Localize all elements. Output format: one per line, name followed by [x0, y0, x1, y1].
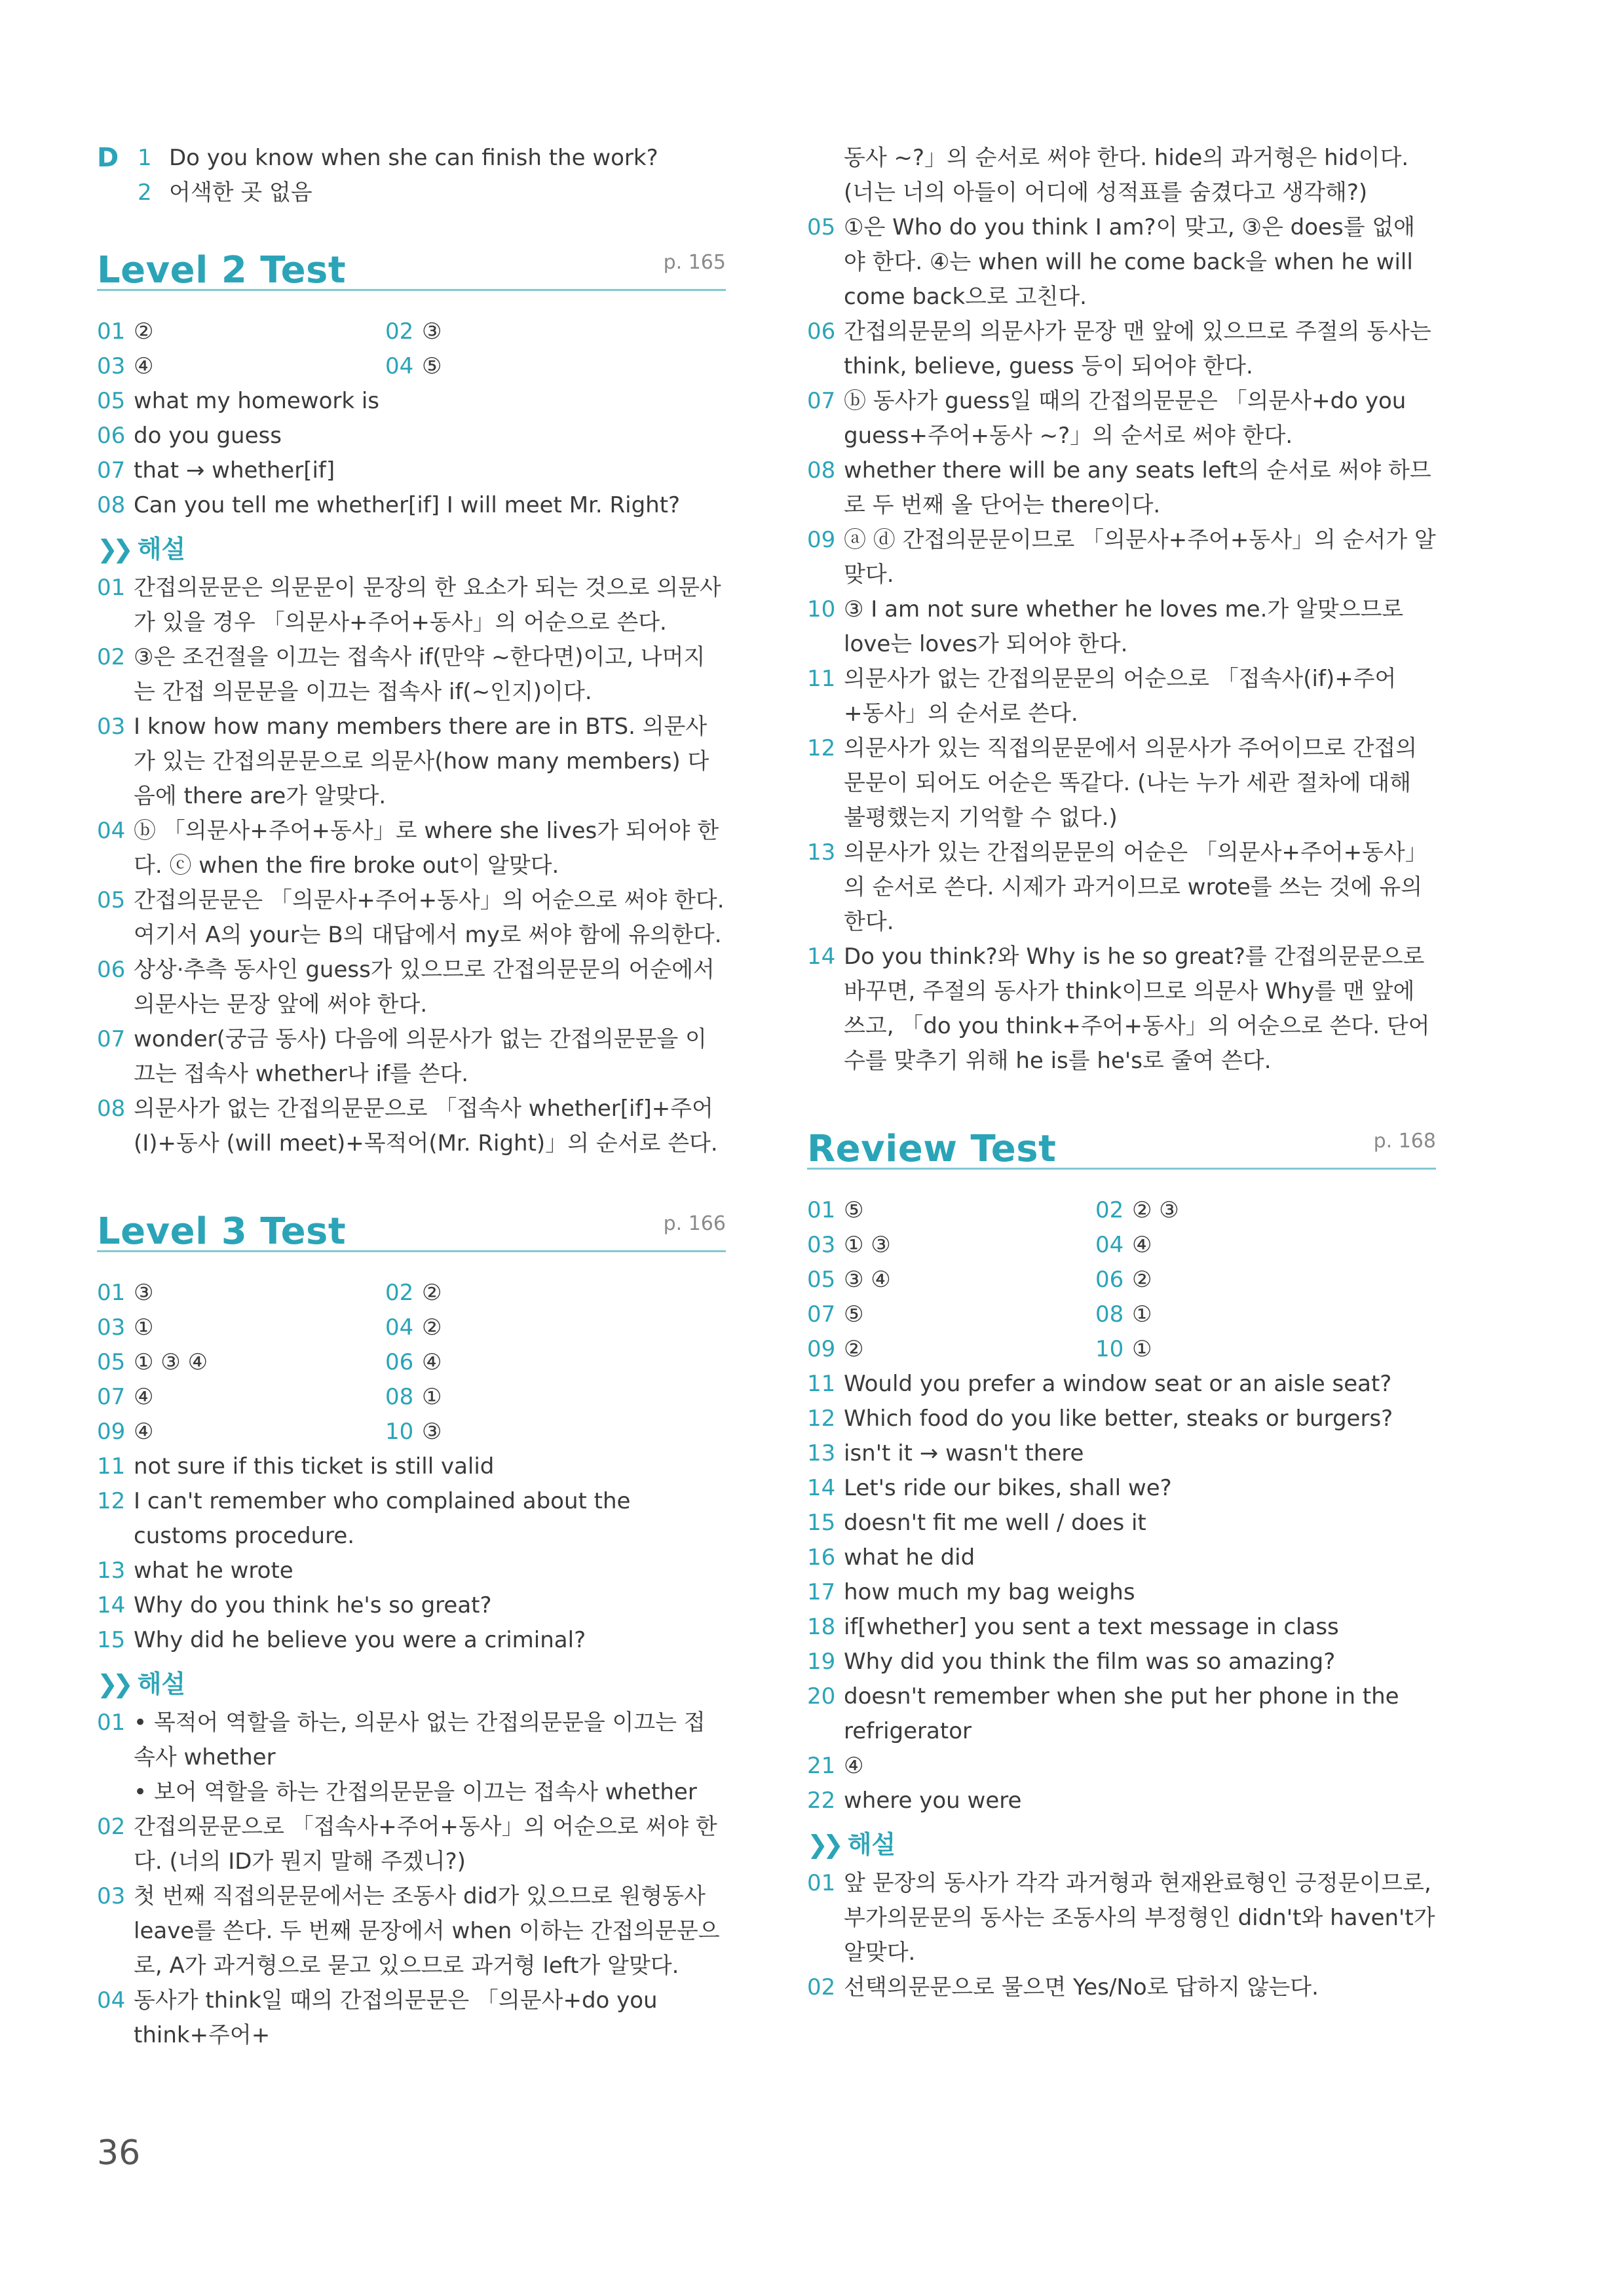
explanation-item: 01 앞 문장의 동사가 각각 과거형과 현재완료형인 긍정문이므로, 부가의문문의 동사는 조동사의 부정형인 didn't와 haven't가 알맞다.	[807, 1870, 1435, 1966]
answer-item: 04 ④	[1095, 1232, 1152, 1258]
answer-item: 08 ①	[1095, 1301, 1152, 1328]
answer-item: 06 ②	[1095, 1267, 1152, 1293]
answer-item: 05 what my homework is	[97, 388, 380, 414]
list-item: 2 어색한 곳 없음	[138, 180, 312, 206]
answer-item: 03 ④	[97, 353, 154, 379]
answer-item: 14 Let's ride our bikes, shall we?	[807, 1475, 1172, 1501]
answer-item: 09 ②	[807, 1336, 864, 1362]
review-answers	[807, 1367, 1436, 1818]
explanation-item: 07 wonder(궁금 동사) 다음에 의문사가 없는 간접의문문을 이끄는 접속사 whether나 if를 쓴다.	[97, 1026, 707, 1087]
answer-item: 08 ①	[385, 1384, 442, 1410]
explanation-item: 03 I know how many members there are in BTS. 의문사가 있는 간접의문문으로 의문사(how many members) 다음에 there are가 알맞다.	[97, 714, 709, 809]
answer-item: 05 ① ③ ④	[97, 1349, 208, 1375]
answer-item: 15 Why did he believe you were a criminal?	[97, 1627, 586, 1653]
answer-item: 04 ⑤	[385, 353, 442, 379]
answer-item: 13 what he wrote	[97, 1558, 293, 1584]
right-column	[807, 141, 1436, 2005]
review-answer-grid	[807, 1193, 1436, 1367]
answer-item: 10 ①	[1095, 1336, 1152, 1362]
answer-item: 02 ② ③	[1095, 1197, 1179, 1223]
level2-header	[97, 237, 726, 291]
explanation-item: 10 ③ I am not sure whether he loves me.가 알맞으므로 love는 loves가 되어야 한다.	[807, 596, 1404, 657]
answer-item: 02 ③	[385, 318, 442, 345]
answer-item: 03 ①	[97, 1314, 154, 1341]
answer-item: 21 ④	[807, 1753, 864, 1779]
explanation-item: 05 간접의문문은 「의문사+주어+동사」의 어순으로 써야 한다. 여기서 A의 your는 B의 대답에서 my로 써야 함에 유의한다.	[97, 887, 725, 948]
section-title: Level 3 Test	[97, 1210, 347, 1253]
bullet-line: • 보어 역할을 하는 간접의문문을 이끄는 접속사 whether	[134, 1779, 697, 1805]
level2-explanations	[97, 571, 726, 1161]
explanation-item: 14 Do you think?와 Why is he so great?를 간접의문문으로 바꾸면, 주절의 동사가 think이므로 의문사 Why를 맨 앞에 쓰고, 「do you think+주어+동사」의 어순으로 쓴다. 단어 수를 맞추기 위해 he is를 he's로 줄여 쓴다.	[807, 944, 1430, 1074]
explanation-item: 04 ⓑ 「의문사+주어+동사」로 where she lives가 되어야 한다. ⓒ when the fire broke out이 알맞다.	[97, 818, 719, 879]
answer-item: 14 Why do you think he's so great?	[97, 1592, 492, 1618]
section-d-items	[138, 141, 658, 210]
level2-answers	[97, 384, 726, 523]
answer-item: 03 ① ③	[807, 1232, 891, 1258]
answer-item: 10 ③	[385, 1419, 442, 1445]
review-header	[807, 1115, 1436, 1170]
answer-item: 19 Why did you think the film was so amazing?	[807, 1649, 1336, 1675]
answer-item: 02 ②	[385, 1280, 442, 1306]
explanation-item: 03 첫 번째 직접의문문에서는 조동사 did가 있으므로 원형동사 leave를 쓴다. 두 번째 문장에서 when 이하는 간접의문문으로, A가 과거형으로 묻고 있으므로 과거형 left가 알맞다.	[97, 1883, 720, 1979]
answer-item: 06 ④	[385, 1349, 442, 1375]
section-title: Review Test	[807, 1128, 1057, 1170]
answer-item: 20 doesn't remember when she put her phone in the refrigerator	[807, 1683, 1399, 1744]
level3-explanations	[97, 1706, 726, 2053]
level3-answer-grid	[97, 1276, 726, 1449]
explanation-heading: ❯❯ 해설	[97, 1670, 186, 1698]
answer-item: 05 ③ ④	[807, 1267, 891, 1293]
answer-item: 01 ③	[97, 1280, 154, 1306]
double-chevron-icon: ❯❯	[97, 535, 128, 564]
explanation-item: 04 동사가 think일 때의 간접의문문은 「의문사+do you think+주어+	[97, 1987, 658, 2048]
section-title: Level 2 Test	[97, 249, 347, 292]
section-d	[97, 141, 726, 210]
answer-item: 07 that → whether[if]	[97, 457, 335, 484]
answer-item: 12 Which food do you like better, steaks or burgers?	[807, 1406, 1393, 1432]
answer-item: 15 doesn't fit me well / does it	[807, 1510, 1146, 1536]
explanation-item: 동사 ~?」의 순서로 써야 한다. hide의 과거형은 hid이다. (너는 너의 아들이 어디에 성적표를 숨겼다고 생각해?)	[844, 145, 1409, 206]
page-reference: p. 166	[663, 1212, 726, 1235]
explanation-item: 01 • 목적어 역할을 하는, 의문사 없는 간접의문문을 이끄는 접속사 whether • 보어 역할을 하는 간접의문문을 이끄는 접속사 whether	[97, 1706, 726, 1810]
answer-item: 12 I can't remember who complained about the customs procedure.	[97, 1488, 631, 1549]
explanation-item: 02 간접의문문으로 「접속사+주어+동사」의 어순으로 써야 한다. (너의 ID가 뭔지 말해 주겠니?)	[97, 1814, 717, 1875]
page-reference: p. 168	[1373, 1130, 1436, 1153]
page-number: 36	[97, 2133, 141, 2173]
double-chevron-icon: ❯❯	[97, 1670, 128, 1698]
explanation-item: 08 whether there will be any seats left의 순서로 써야 하므로 두 번째 올 단어는 there이다.	[807, 457, 1431, 518]
explanation-item: 05 ①은 Who do you think I am?이 맞고, ③은 does를 없애야 한다. ④는 when will he come back을 when he will come back으로 고친다.	[807, 214, 1416, 310]
explanation-item: 02 선택의문문으로 물으면 Yes/No로 답하지 않는다.	[807, 1974, 1319, 2000]
explanation-item: 02 ③은 조건절을 이끄는 접속사 if(만약 ~한다면)이고, 나머지는 간접 의문문을 이끄는 접속사 if(~인지)이다.	[97, 644, 706, 705]
answer-item: 17 how much my bag weighs	[807, 1579, 1135, 1605]
section-d-letter: D	[97, 143, 119, 173]
bullet-line: • 목적어 역할을 하는, 의문사 없는 간접의문문을 이끄는 접속사 whether	[134, 1710, 706, 1770]
level3-header	[97, 1198, 726, 1252]
page-reference: p. 165	[663, 251, 726, 274]
explanation-item: 07 ⓑ 동사가 guess일 때의 간접의문문은 「의문사+do you guess+주어+동사 ~?」의 순서로 써야 한다.	[807, 388, 1407, 449]
answer-item: 01 ②	[97, 318, 154, 345]
level2-answer-grid	[97, 315, 726, 384]
answer-item: 04 ②	[385, 1314, 442, 1341]
answer-item: 11 not sure if this ticket is still valid	[97, 1453, 495, 1480]
explanation-item: 01 간접의문문은 의문문이 문장의 한 요소가 되는 것으로 의문사가 있을 경우 「의문사+주어+동사」의 어순으로 쓴다.	[97, 575, 721, 636]
review-explanations	[807, 1866, 1436, 2005]
explanation-item: 11 의문사가 없는 간접의문문의 어순으로 「접속사(if)+주어+동사」의 순서로 쓴다.	[807, 666, 1397, 727]
level3-explanations-continued	[807, 141, 1436, 1079]
answer-item: 06 do you guess	[97, 423, 282, 449]
answer-item: 18 if[whether] you sent a text message in class	[807, 1614, 1339, 1640]
list-item: 1 Do you know when she can finish the work?	[138, 145, 658, 171]
double-chevron-icon: ❯❯	[807, 1830, 839, 1859]
answer-item: 09 ④	[97, 1419, 154, 1445]
answer-item: 07 ⑤	[807, 1301, 864, 1328]
explanation-item: 08 의문사가 없는 간접의문문으로 「접속사 whether[if]+주어 (I)+동사 (will meet)+목적어(Mr. Right)」의 순서로 쓴다.	[97, 1096, 718, 1157]
answer-item: 01 ⑤	[807, 1197, 864, 1223]
answer-item: 07 ④	[97, 1384, 154, 1410]
explanation-item: 12 의문사가 있는 직접의문문에서 의문사가 주어이므로 간접의문문이 되어도 어순은 똑같다. (나는 누가 세관 절차에 대해 불평했는지 기억할 수 없다.)	[807, 735, 1418, 831]
explanation-item: 13 의문사가 있는 간접의문문의 어순은 「의문사+주어+동사」의 순서로 쓴다. 시제가 과거이므로 wrote를 쓰는 것에 유의한다.	[807, 839, 1427, 935]
answer-item: 08 Can you tell me whether[if] I will meet Mr. Right?	[97, 492, 681, 518]
answer-item: 22 where you were	[807, 1788, 1022, 1814]
answer-item: 16 what he did	[807, 1544, 975, 1571]
answer-item: 11 Would you prefer a window seat or an aisle seat?	[807, 1371, 1392, 1397]
left-column	[97, 141, 726, 2053]
level3-answers	[97, 1449, 726, 1658]
explanation-heading: ❯❯ 해설	[807, 1830, 896, 1859]
explanation-item: 06 간접의문문의 의문사가 문장 맨 앞에 있으므로 주절의 동사는 think, believe, guess 등이 되어야 한다.	[807, 318, 1431, 379]
explanation-heading: ❯❯ 해설	[97, 535, 186, 564]
explanation-item: 06 상상·추측 동사인 guess가 있으므로 간접의문문의 어순에서 의문사는 문장 앞에 써야 한다.	[97, 957, 715, 1018]
answer-item: 13 isn't it → wasn't there	[807, 1440, 1084, 1466]
explanation-item: 09 ⓐ ⓓ 간접의문문이므로 「의문사+주어+동사」의 순서가 알맞다.	[807, 527, 1436, 588]
